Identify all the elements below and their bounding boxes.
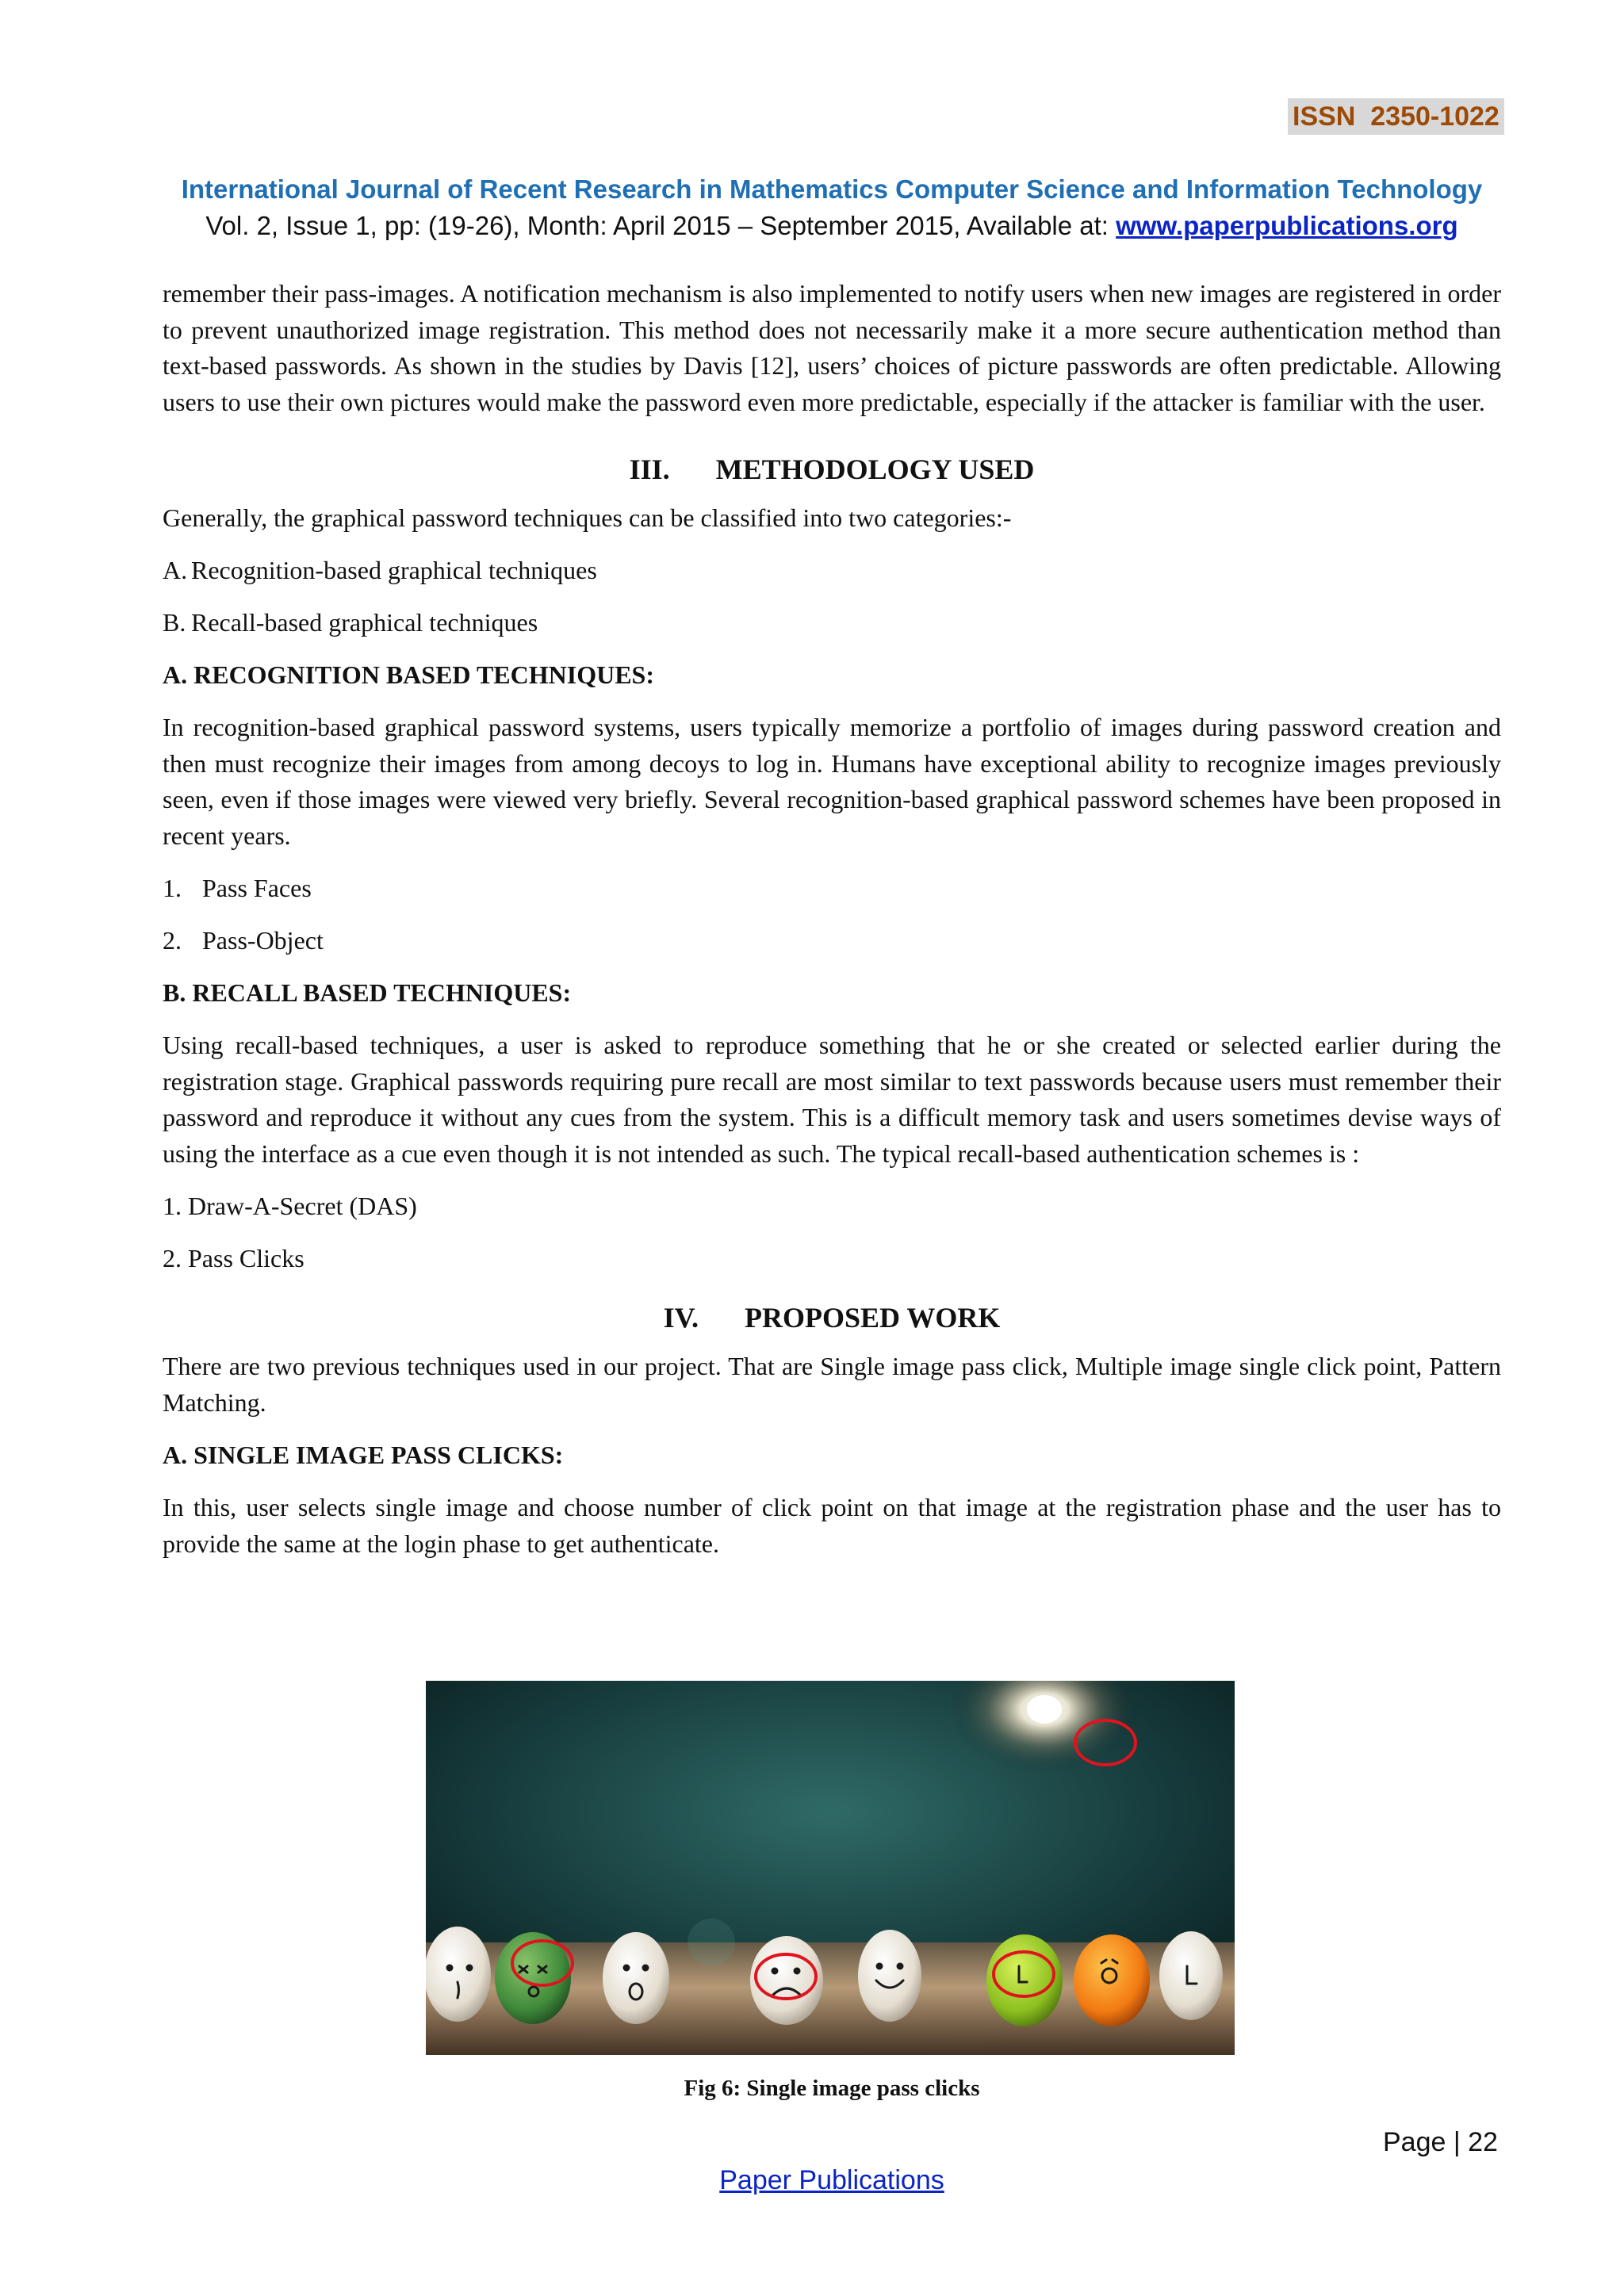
section-heading-proposed	[163, 1298, 1501, 1337]
journal-details-text: Vol. 2, Issue 1, pp: (19-26), Month: April 2015 – September 2015, Available at:	[205, 211, 1116, 240]
single-image-paragraph: In this, user selects single image and choose number of click point on that image at the registration phase and the user has to provide the same at the login phase to get authenticate.	[163, 1493, 1501, 1558]
recall-paragraph: Using recall-based techniques, a user is asked to reproduce something that he or she created or selected earlier during the registration stage. Graphical passwords requiring pure recall are most similar to text passwords because users must remember their password and reproduce it without any cues from the system. This is a difficult memory task and users sometimes devise ways of using the interface as a cue even though it is not intended as such. The typical recall-based authentication schemes is :	[163, 1031, 1501, 1168]
figure-image	[426, 1681, 1235, 2055]
list-item	[163, 871, 1501, 906]
section-title: PROPOSED WORK	[745, 1302, 1001, 1334]
journal-url-link[interactable]: www.paperpublications.org	[1116, 211, 1458, 240]
list-text: Pass Faces	[202, 874, 312, 902]
section-heading-methodology	[163, 450, 1501, 489]
category-text: Recall-based graphical techniques	[191, 608, 538, 637]
subheading-recognition: A. RECOGNITION BASED TECHNIQUES:	[163, 660, 654, 689]
publisher-link[interactable]: Paper Publications	[719, 2165, 944, 2195]
methodology-intro: Generally, the graphical password techniques can be classified into two categories:-	[163, 503, 1012, 532]
list-text: Pass-Object	[202, 926, 324, 955]
section-title: METHODOLOGY USED	[715, 453, 1035, 485]
list-item	[163, 923, 1501, 959]
list-key: 1.	[163, 874, 182, 902]
page-number: Page | 22	[1383, 2127, 1498, 2157]
journal-details	[0, 209, 1624, 243]
category-text: Recognition-based graphical techniques	[191, 556, 597, 584]
issn-label: ISSN 2350-1022	[1288, 98, 1504, 135]
proposed-intro: There are two previous techniques used in our project. That are Single image pass click, Multiple image single click point, Pattern Matching.	[163, 1352, 1501, 1417]
list-item: 2. Pass Clicks	[163, 1244, 304, 1272]
list-item: 1. Draw-A-Secret (DAS)	[163, 1192, 417, 1220]
journal-title: International Journal of Recent Research in Mathematics Computer Science and Information Technology	[181, 174, 1483, 204]
article-body	[163, 276, 1501, 1562]
subheading-recall: B. RECALL BASED TECHNIQUES:	[163, 978, 572, 1007]
footer-publisher	[0, 2163, 1624, 2198]
category-key: A.	[163, 556, 188, 584]
figure-single-image-pass-clicks	[426, 1681, 1235, 2055]
recognition-paragraph: In recognition-based graphical password systems, users typically memorize a portfolio of images during password creation and then must recognize their images from among decoys to log in. Humans have exceptional ability to recognize images previously seen, even if those images were viewed very briefly. Several recognition-based graphical password schemes have been proposed in recent years.	[163, 713, 1501, 850]
figure-caption: Fig 6: Single image pass clicks	[684, 2076, 980, 2101]
subheading-single-image: A. SINGLE IMAGE PASS CLICKS:	[163, 1441, 564, 1469]
category-item	[163, 605, 1501, 641]
list-key: 2.	[163, 926, 182, 955]
category-item	[163, 553, 1501, 588]
section-number: III.	[629, 453, 670, 485]
intro-paragraph: remember their pass-images. A notification mechanism is also implemented to notify users when new images are registered in order to prevent unauthorized image registration. This method does not necessarily make it a more secure authentication method than text-based passwords. As shown in the studies by Davis [12], users’ choices of picture passwords are often predictable. Allowing users to use their own pictures would make the password even more predictable, especially if the attacker is familiar with the user.	[163, 279, 1501, 416]
category-key: B.	[163, 608, 186, 637]
section-number: IV.	[663, 1302, 699, 1334]
